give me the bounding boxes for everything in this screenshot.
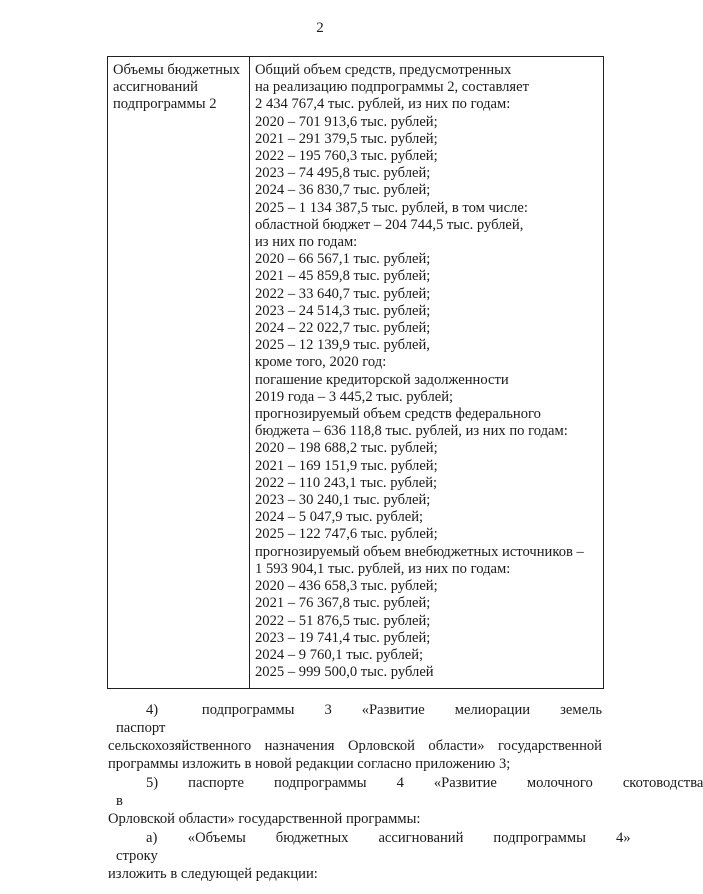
value-line: Общий объем средств, предусмотренных [255,62,512,78]
paragraph-first-line [116,829,631,865]
value-line: на реализацию подпрограммы 2, составляет [255,79,529,96]
paragraph-continuation: сельскохозяйственного назначения Орловской области» государственной программы изложить в новой редакции согласно приложению 3; [108,738,602,772]
value-line: 2019 года – 3 445,2 тыс. рублей; [255,388,454,405]
value-line: погашение кредиторской задолженности [255,371,509,388]
body-text [108,701,703,884]
budget-table [107,56,604,689]
word: ассигнований [378,830,464,846]
word: мелиорации [454,702,531,718]
value-line: 2021 – 169 151,9 тыс. рублей; [255,457,438,474]
value-line: 2025 – 1 134 387,5 тыс. рублей, в том числе: [255,199,528,216]
word: «Объемы [187,830,246,846]
word: 5) в [116,775,159,809]
value-line: 1 593 904,1 тыс. рублей, из них по годам: [255,560,511,577]
label-line: ассигнований [113,79,198,96]
paragraph-continuation: Орловской области» государственной программы: [108,811,421,827]
value-line: из них по годам: [255,234,358,251]
word: «Развитие [433,775,497,791]
value-line: 2024 – 5 047,9 тыс. рублей; [255,509,424,526]
word: молочного [526,775,593,791]
word: подпрограммы [201,702,295,718]
paragraph-a [108,829,631,883]
value-line: 2020 – 198 688,2 тыс. рублей; [255,440,438,457]
value-line: 2021 – 45 859,8 тыс. рублей; [255,268,431,285]
value-line: 2024 – 36 830,7 тыс. рублей; [255,182,431,199]
value-line: 2020 – 701 913,6 тыс. рублей; [255,113,438,130]
value-line: прогнозируемый объем внебюджетных источников – [255,543,584,560]
value-line: 2023 – 74 495,8 тыс. рублей; [255,165,431,182]
value-line: кроме того, 2020 год: [255,354,387,371]
value-line: 2023 – 24 514,3 тыс. рублей; [255,302,431,319]
value-line: 2023 – 19 741,4 тыс. рублей; [255,629,431,646]
word: 3 [324,702,332,718]
value-line: 2024 – 22 022,7 тыс. рублей; [255,320,431,337]
paragraph-first-line [116,701,602,737]
word: а) строку [116,830,158,864]
word: 4» [615,830,631,846]
paragraph-first-line [116,774,703,810]
value-line: 2 434 767,4 тыс. рублей, из них по годам: [255,96,511,113]
page-number: 2 [316,20,324,36]
word: подпрограммы [274,775,367,791]
word: «Развитие [361,702,425,718]
value-line: 2020 – 66 567,1 тыс. рублей; [255,251,431,268]
word: подпрограммы [493,830,586,846]
value-line: 2025 – 122 747,6 тыс. рублей; [255,526,438,543]
word: бюджетных [275,830,349,846]
paragraph-4 [108,701,602,773]
word: паспорте [188,775,245,791]
value-line: 2021 – 76 367,8 тыс. рублей; [255,595,431,612]
word: скотоводства [622,775,703,791]
table-value-cell [250,57,603,688]
value-line: 2022 – 110 243,1 тыс. рублей; [255,474,438,491]
value-line: прогнозируемый объем средств федерального [255,406,541,423]
word: 4) паспорт [116,702,166,736]
value-line: 2022 – 33 640,7 тыс. рублей; [255,285,431,302]
value-line: областной бюджет – 204 744,5 тыс. рублей, [255,216,524,233]
value-line: 2025 – 999 500,0 тыс. рублей [255,664,434,681]
label-line: Объемы бюджетных [113,62,240,78]
value-line: 2020 – 436 658,3 тыс. рублей; [255,578,438,595]
paragraph-continuation: изложить в следующей редакции: [108,866,318,882]
value-line: 2022 – 195 760,3 тыс. рублей; [255,148,438,165]
value-line: 2022 – 51 876,5 тыс. рублей; [255,612,431,629]
value-line: 2021 – 291 379,5 тыс. рублей; [255,130,438,147]
label-line: подпрограммы 2 [113,96,217,113]
paragraph-5 [108,774,703,828]
value-line: 2023 – 30 240,1 тыс. рублей; [255,492,431,509]
value-line: 2025 – 12 139,9 тыс. рублей, [255,337,430,354]
value-line: бюджета – 636 118,8 тыс. рублей, из них по годам: [255,423,568,440]
word: земель [560,702,602,718]
value-line: 2024 – 9 760,1 тыс. рублей; [255,646,424,663]
table-label-cell [108,57,250,688]
word: 4 [396,775,404,791]
